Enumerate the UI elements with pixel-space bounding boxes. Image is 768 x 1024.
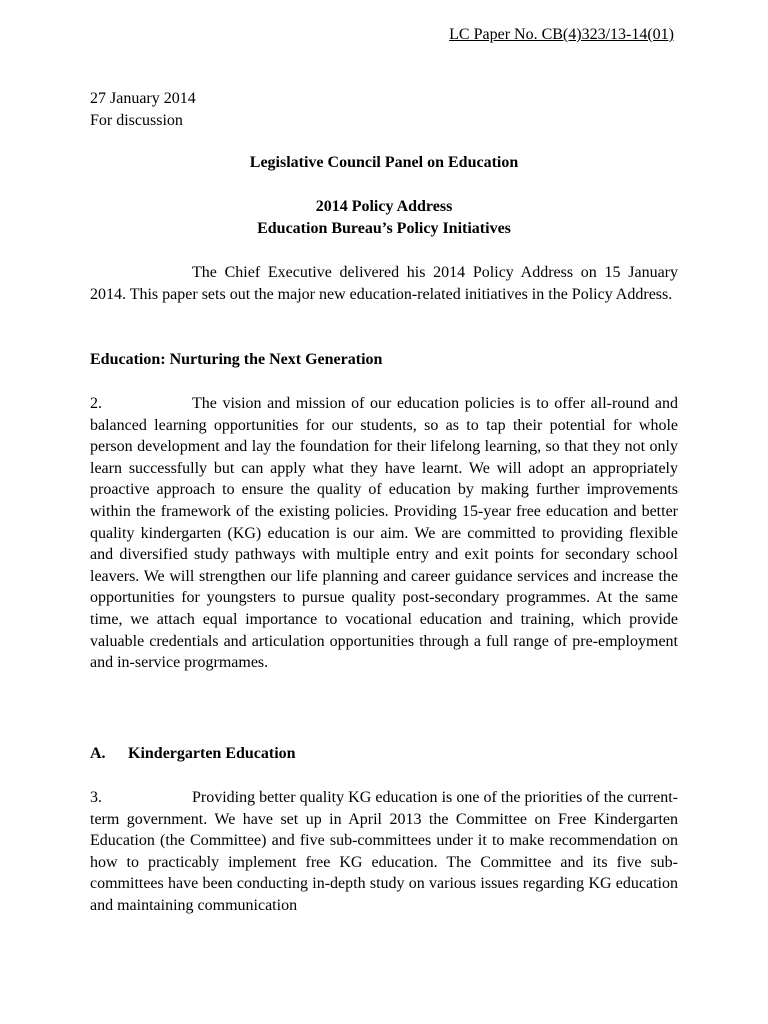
document-date: 27 January 2014 xyxy=(90,90,196,107)
initiatives-title: Education Bureau’s Policy Initiatives xyxy=(257,220,511,237)
section-a-title: Kindergarten Education xyxy=(128,745,296,762)
paragraph-3-text: Providing better quality KG education is one of the priorities of the current-term government. We have set up in April 2013 the Committee on Free Kindergarten Education (the Committee) and five sub-committees under it to make recommendation on how to practicably implement free KG education. The Committee and its five sub-committees have been conducting in-depth study on various issues regarding KG education and maintaining communication xyxy=(90,789,678,914)
paragraph-2-text: The vision and mission of our education policies is to offer all-round and balanced learning opportunities for our students, so as to tap their potential for whole person development and lay the foundation for their lifelong learning, so that they not only learn successfully but can apply what they have learnt. We will adopt an appropriately proactive approach to ensure the quality of education by making further improvements within the framework of the existing policies. Providing 15-year free education and better quality kindergarten (KG) education is our aim. We are committed to providing flexible and diversified study pathways with multiple entry and exit points for secondary school leavers. We will strengthen our life planning and career guidance services and increase the opportunities for youngsters to pursue quality post-secondary programmes. At the same time, we attach equal importance to vocational education and training, which provide valuable credentials and articulation opportunities through a full range of pre-employment and in-service progrmames. xyxy=(90,395,678,672)
document-meta xyxy=(90,88,196,132)
section-heading-education: Education: Nurturing the Next Generation xyxy=(90,351,383,368)
paragraph-3 xyxy=(90,787,678,917)
panel-title: Legislative Council Panel on Education xyxy=(249,154,519,171)
section-a-label: A. xyxy=(90,745,106,762)
paragraph-1 xyxy=(90,262,678,305)
document-purpose: For discussion xyxy=(90,112,183,129)
policy-address-title: 2014 Policy Address xyxy=(315,198,453,215)
paragraph-2 xyxy=(90,393,678,674)
paragraph-3-number: 3. xyxy=(90,789,102,806)
section-heading-kindergarten xyxy=(90,743,296,765)
paper-number: LC Paper No. CB(4)323/13-14(01) xyxy=(449,26,674,43)
paragraph-2-number: 2. xyxy=(90,395,102,412)
paragraph-1-text: The Chief Executive delivered his 2014 Policy Address on 15 January 2014. This paper sets out the major new education-related initiatives in the Policy Address. xyxy=(90,264,678,303)
